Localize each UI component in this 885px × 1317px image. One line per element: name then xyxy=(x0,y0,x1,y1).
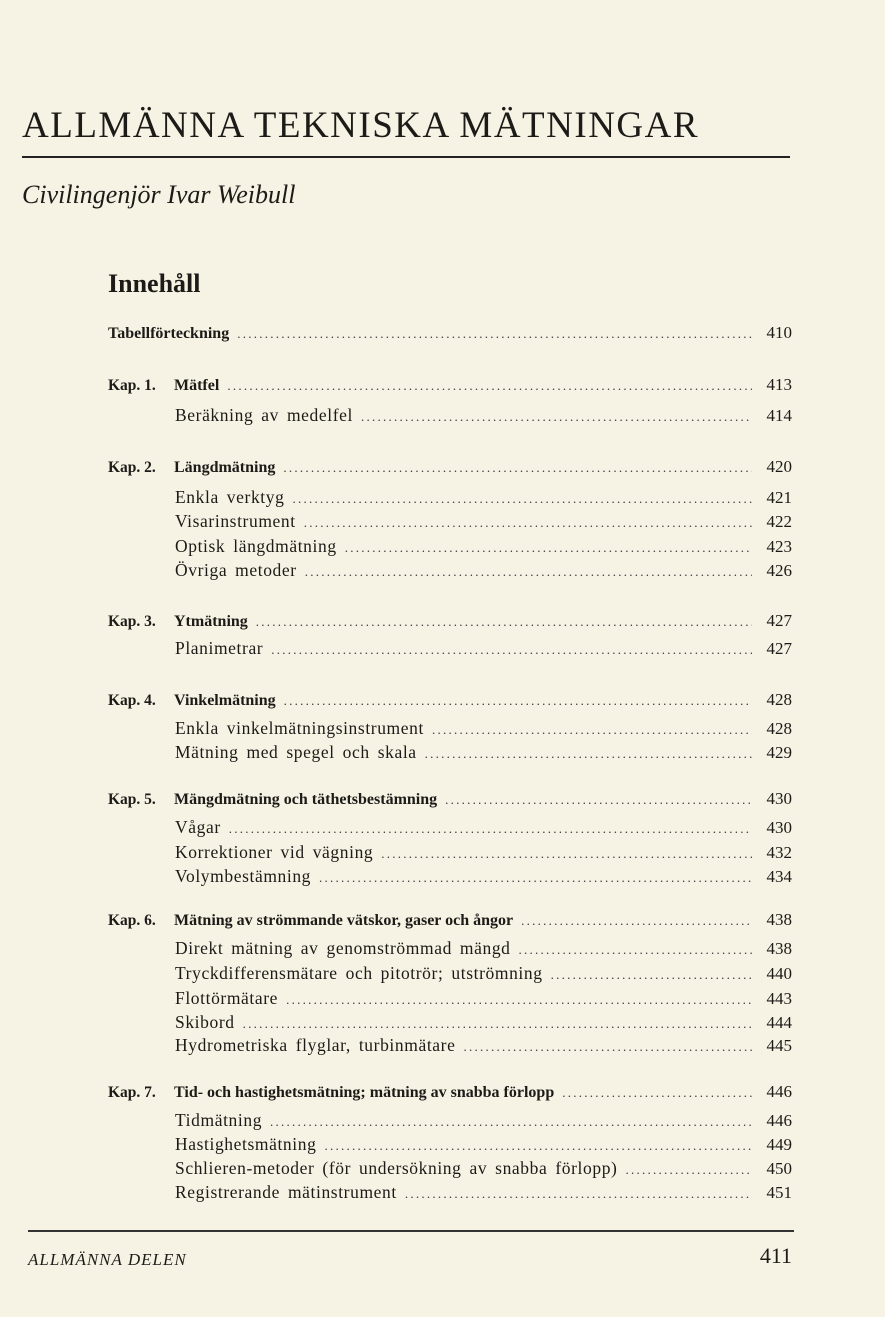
toc-label: Längdmätning xyxy=(174,459,276,476)
chapter-number: Kap. 1. xyxy=(108,377,156,394)
toc-page-number: 430 xyxy=(766,818,792,837)
chapter-number: Kap. 4. xyxy=(108,692,156,709)
toc-label: Schlieren-metoder (för undersökning av snabba förlopp) xyxy=(175,1158,618,1178)
toc-page-number: 430 xyxy=(766,789,792,808)
toc-page-number: 428 xyxy=(766,690,792,709)
toc-page-number: 445 xyxy=(766,1036,792,1055)
toc-label: Tid- och hastighetsmätning; mätning av snabba förlopp xyxy=(174,1084,555,1101)
footer-rule xyxy=(28,1230,794,1232)
toc-section-row xyxy=(175,936,792,960)
toc-section-row xyxy=(175,1010,792,1034)
toc-section-row xyxy=(175,485,792,509)
page-number: 411 xyxy=(759,1243,792,1268)
dot-leader xyxy=(345,536,752,560)
toc-section-row xyxy=(175,815,792,839)
toc-page-number: 444 xyxy=(766,1013,792,1032)
dot-leader xyxy=(271,638,752,662)
toc-entry-row xyxy=(108,321,792,345)
toc-section-row xyxy=(175,1156,792,1180)
toc-label: Mängdmätning och täthetsbestämning xyxy=(174,791,438,808)
dot-leader xyxy=(292,487,752,511)
toc-page-number: 450 xyxy=(766,1159,792,1178)
contents-heading: Innehåll xyxy=(108,269,201,298)
toc-page-number: 410 xyxy=(766,323,792,342)
footer-label: ALLMÄNNA DELEN xyxy=(28,1250,187,1269)
toc-section-row xyxy=(175,986,792,1010)
toc-page-number: 427 xyxy=(766,639,792,658)
dot-leader xyxy=(562,1081,752,1105)
toc-section-row xyxy=(175,558,792,582)
toc-label: Hydrometriska flyglar, turbinmätare xyxy=(175,1035,456,1055)
dot-leader xyxy=(625,1158,752,1182)
toc-page-number: 426 xyxy=(766,561,792,580)
dot-leader xyxy=(284,689,752,713)
author-line: Civilingenjör Ivar Weibull xyxy=(22,180,296,209)
dot-leader xyxy=(304,511,752,535)
toc-section-row xyxy=(175,403,792,427)
toc-chapter-row xyxy=(108,373,792,397)
toc-label: Beräkning av medelfel xyxy=(175,405,353,425)
toc-label: Tryckdifferensmätare och pitotrör; utströmning xyxy=(175,963,543,983)
dot-leader xyxy=(405,1182,752,1206)
dot-leader xyxy=(551,963,752,987)
toc-page-number: 434 xyxy=(766,867,792,886)
toc-label: Flottörmätare xyxy=(175,988,279,1008)
toc-label: Övriga metoder xyxy=(175,560,297,580)
toc-section-row xyxy=(175,1132,792,1156)
chapter-number: Kap. 5. xyxy=(108,791,156,808)
toc-section-row xyxy=(175,1108,792,1132)
toc-section-row xyxy=(175,509,792,533)
dot-leader xyxy=(229,817,752,841)
dot-leader xyxy=(256,610,752,634)
toc-section-row xyxy=(175,864,792,888)
chapter-number: Kap. 2. xyxy=(108,459,156,476)
toc-page-number: 440 xyxy=(766,964,792,983)
dot-leader xyxy=(286,988,752,1012)
toc-page-number: 446 xyxy=(766,1111,792,1130)
dot-leader xyxy=(324,1134,752,1158)
toc-chapter-row xyxy=(108,455,792,479)
toc-label: Volymbestämning xyxy=(175,866,312,886)
page-title: ALLMÄNNA TEKNISKA MÄTNINGAR xyxy=(22,105,700,146)
toc-chapter-row xyxy=(108,787,792,811)
chapter-number: Kap. 6. xyxy=(108,912,156,929)
toc-label: Enkla vinkelmätningsinstrument xyxy=(175,718,424,738)
toc-page-number: 438 xyxy=(766,939,792,958)
dot-leader xyxy=(463,1035,752,1059)
toc-chapter-row xyxy=(108,908,792,932)
toc-section-row xyxy=(175,1033,792,1057)
chapter-number: Kap. 7. xyxy=(108,1084,156,1101)
toc-page-number: 422 xyxy=(766,512,792,531)
dot-leader xyxy=(425,742,752,766)
toc-section-row xyxy=(175,961,792,985)
dot-leader xyxy=(521,909,752,933)
toc-section-row xyxy=(175,840,792,864)
chapter-number: Kap. 3. xyxy=(108,613,156,630)
dot-leader xyxy=(283,456,752,480)
toc-page-number: 421 xyxy=(766,488,792,507)
toc-section-row xyxy=(175,1180,792,1204)
toc-label: Enkla verktyg xyxy=(175,487,285,507)
toc-page-number: 420 xyxy=(766,457,792,476)
toc-label: Ytmätning xyxy=(174,613,248,630)
toc-page-number: 432 xyxy=(766,843,792,862)
toc-page-number: 429 xyxy=(766,743,792,762)
toc-page-number: 451 xyxy=(766,1183,792,1202)
toc-label: Mätning med spegel och skala xyxy=(175,742,417,762)
toc-label: Tidmätning xyxy=(175,1110,263,1130)
toc-label: Vinkelmätning xyxy=(174,692,276,709)
dot-leader xyxy=(305,560,752,584)
toc-label: Mätning av strömmande vätskor, gaser och ångor xyxy=(174,912,514,929)
toc-page-number: 427 xyxy=(766,611,792,630)
toc-page-number: 449 xyxy=(766,1135,792,1154)
dot-leader xyxy=(227,374,752,398)
toc-label: Korrektioner vid vägning xyxy=(175,842,374,862)
toc-section-row xyxy=(175,534,792,558)
toc-chapter-row xyxy=(108,1080,792,1104)
dot-leader xyxy=(270,1110,752,1134)
toc-label: Tabellförteckning xyxy=(108,325,230,342)
toc-page-number: 414 xyxy=(766,406,792,425)
dot-leader xyxy=(237,322,752,346)
toc-label: Visarinstrument xyxy=(175,511,296,531)
toc-page-number: 443 xyxy=(766,989,792,1008)
toc-section-row xyxy=(175,740,792,764)
toc-page-number: 423 xyxy=(766,537,792,556)
toc-page-number: 413 xyxy=(766,375,792,394)
toc-page-number: 438 xyxy=(766,910,792,929)
toc-label: Planimetrar xyxy=(175,638,264,658)
toc-page-number: 428 xyxy=(766,719,792,738)
toc-section-row xyxy=(175,716,792,740)
dot-leader xyxy=(319,866,752,890)
toc-label: Hastighetsmätning xyxy=(175,1134,317,1154)
toc-page-number: 446 xyxy=(766,1082,792,1101)
toc-label: Direkt mätning av genomströmmad mängd xyxy=(175,938,511,958)
toc-section-row xyxy=(175,636,792,660)
dot-leader xyxy=(519,938,752,962)
dot-leader xyxy=(432,718,752,742)
toc-label: Vågar xyxy=(175,817,221,837)
dot-leader xyxy=(381,842,752,866)
toc-label: Mätfel xyxy=(174,377,220,394)
toc-label: Optisk längdmätning xyxy=(175,536,337,556)
toc-label: Skibord xyxy=(175,1012,235,1032)
toc-chapter-row xyxy=(108,688,792,712)
dot-leader xyxy=(445,788,752,812)
toc-chapter-row xyxy=(108,609,792,633)
toc-label: Registrerande mätinstrument xyxy=(175,1182,397,1202)
dot-leader xyxy=(361,405,752,429)
